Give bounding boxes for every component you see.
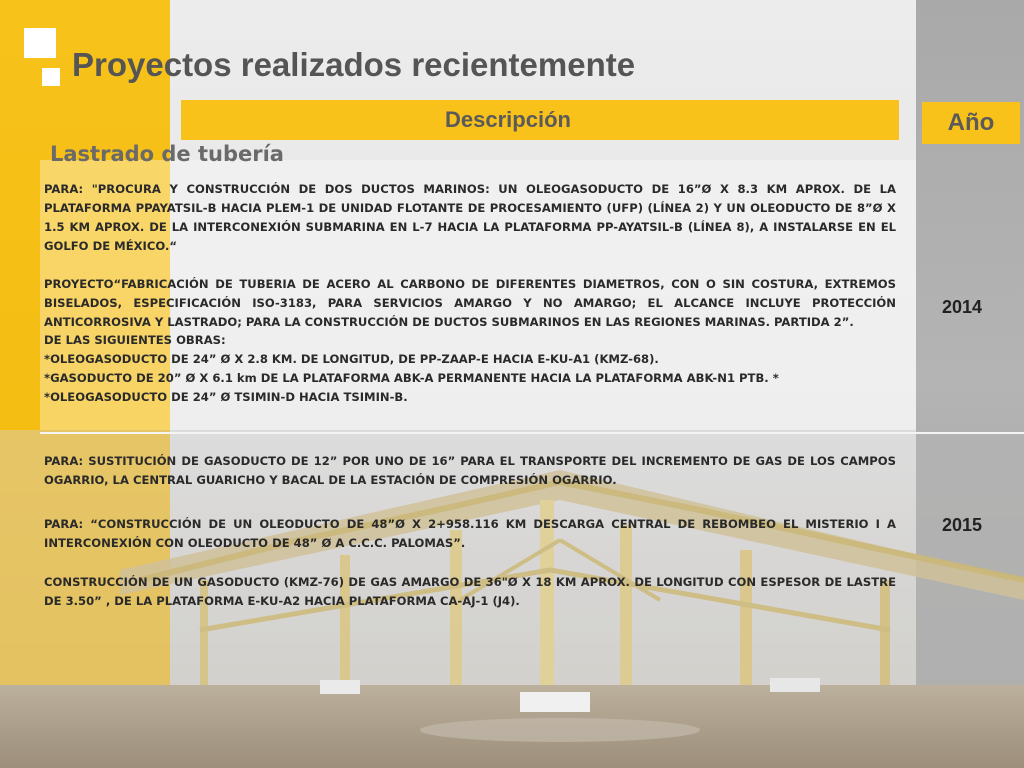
section-divider <box>40 432 1024 434</box>
project-description: PARA: “CONSTRUCCIÓN DE UN OLEODUCTO DE 48”Ø X 2+958.116 KM DESCARGA CENTRAL DE REBOMBEO EL MISTERIO I A INTERCONEXIÓN CON OLEODUCTO DE 48” Ø A C.C.C. PALOMAS”. <box>44 517 896 550</box>
section-subtitle: Lastrado de tubería <box>50 142 284 166</box>
project-works-line: *OLEOGASODUCTO DE 24” Ø X 2.8 KM. DE LONGITUD, DE PP-ZAAP-E HACIA E-KU-A1 (KMZ-68). <box>44 352 659 366</box>
year-column-header <box>922 102 1020 144</box>
project-description: PROYECTO“FABRICACIÓN DE TUBERIA DE ACERO AL CARBONO DE DIFERENTES DIAMETROS, CON O SIN COSTURA, EXTREMOS BISELADOS, ESPECIFICACIÓN ISO-3183, PARA SERVICIOS AMARGO Y NO AMARGO; EL ALCANCE INCLUYE PROTECCIÓN ANTICORROSIVA Y LASTRADO; PARA LA CONSTRUCCIÓN DE DUCTOS SUBMARINOS EN LAS REGIONES MARINAS. PARTIDA 2”. <box>44 277 896 329</box>
description-header-label: Descripción <box>445 107 571 132</box>
logo-square-small <box>42 68 60 86</box>
project-works-line: DE LAS SIGUIENTES OBRAS: <box>44 333 226 347</box>
project-works-line: *GASODUCTO DE 20” Ø X 6.1 km DE LA PLATAFORMA ABK-A PERMANENTE HACIA LA PLATAFORMA ABK-N1 PTB. * <box>44 371 779 385</box>
year-header-label: Año <box>947 109 995 136</box>
year-2014: 2014 <box>941 297 983 317</box>
description-column-header <box>181 100 899 140</box>
year-2015: 2015 <box>941 515 983 535</box>
logo-square-large <box>24 28 56 58</box>
project-works-line: *OLEOGASODUCTO DE 24” Ø TSIMIN-D HACIA TSIMIN-B. <box>44 390 408 404</box>
project-works-list <box>44 331 896 407</box>
project-description: PARA: "PROCURA Y CONSTRUCCIÓN DE DOS DUCTOS MARINOS: UN OLEOGASODUCTO DE 16”Ø X 8.3 KM APROX. DE LA PLATAFORMA PPAYATSIL-B HACIA PLEM-1 DE UNIDAD FLOTANTE DE PROCESAMIENTO (UFP) (LÍNEA 2) Y UN OLEODUCTO DE 8”Ø X 1.5 KM APROX. DE LA INTERCONEXIÓN SUBMARINA EN L-7 HACIA LA PLATAFORMA PP-AYATSIL-B (LÍNEA 8), A INSTALARSE EN EL GOLFO DE MÉXICO.“ <box>44 182 896 253</box>
project-description: CONSTRUCCIÓN DE UN GASODUCTO (KMZ-76) DE GAS AMARGO DE 36"Ø X 18 KM APROX. DE LONGITUD CON ESPESOR DE LASTRE DE 3.50” , DE LA PLATAFORMA E-KU-A2 HACIA PLATAFORMA CA-AJ-1 (J4). <box>44 575 896 608</box>
page-title: Proyectos realizados recientemente <box>72 46 636 83</box>
project-description: PARA: SUSTITUCIÓN DE GASODUCTO DE 12” POR UNO DE 16” PARA EL TRANSPORTE DEL INCREMENTO DE GAS DE LOS CAMPOS OGARRIO, LA CENTRAL GUARICHO Y BACAL DE LA ESTACIÓN DE COMPRESIÓN OGARRIO. <box>44 454 896 487</box>
